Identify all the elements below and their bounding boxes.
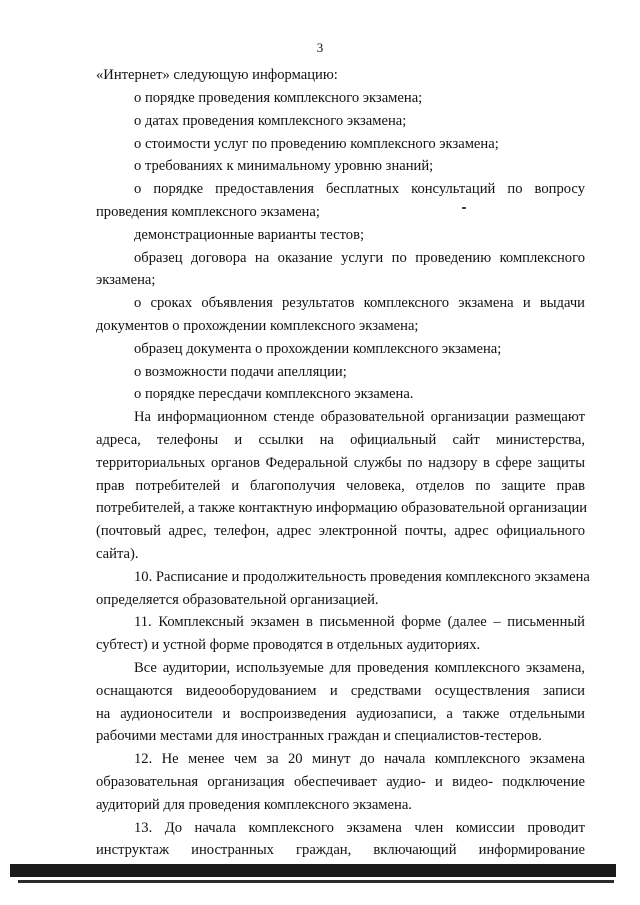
text-line: о стоимости услуг по проведению комплексного экзамена; [134, 136, 499, 152]
text-line: проведения комплексного экзамена; [96, 204, 320, 220]
scan-edge-bar [10, 864, 616, 877]
text-line: определяется образовательной организацией. [96, 592, 379, 608]
scan-speck [462, 207, 466, 209]
text-line: о сроках объявления результатов комплексного экзамена и выдачи [134, 295, 585, 311]
text-line: территориальных органов Федеральной службы по надзору в сфере защиты [96, 455, 585, 471]
text-line: о порядке пересдачи комплексного экзамена. [134, 386, 414, 402]
text-line: о порядке проведения комплексного экзамена; [134, 90, 423, 106]
text-line: рабочими местами для иностранных граждан и специалистов-тестеров. [96, 728, 542, 744]
text-line: На информационном стенде образовательной организации размещают [134, 409, 585, 425]
text-line: документов о прохождении комплексного экзамена; [96, 318, 419, 334]
text-line: аудиторий для проведения комплексного экзамена. [96, 797, 412, 813]
text-line: 10. Расписание и продолжительность проведения комплексного экзамена [134, 569, 590, 585]
text-line: образовательная организация обеспечивает аудио- и видео- подключение [96, 774, 585, 790]
text-line: «Интернет» следующую информацию: [96, 67, 338, 83]
scan-edge-line [18, 880, 614, 883]
text-line: инструктаж иностранных граждан, включающий информирование [96, 842, 585, 858]
text-line: образец договора на оказание услуги по проведению комплексного [134, 250, 585, 266]
text-line: экзамена; [96, 272, 156, 288]
text-line: Все аудитории, используемые для проведения комплексного экзамена, [134, 660, 585, 676]
text-line: 12. Не менее чем за 20 минут до начала комплексного экзамена [134, 751, 585, 767]
text-line: о порядке предоставления бесплатных консультаций по вопросу [134, 181, 585, 197]
page-number: 3 [316, 40, 324, 55]
text-line: оснащаются видеооборудованием и средствами осуществления записи [96, 683, 585, 699]
text-line: прав потребителей и благополучия человека, отделов по защите прав [96, 478, 585, 494]
text-line: 11. Комплексный экзамен в письменной форме (далее – письменный [134, 614, 585, 630]
text-line: субтест) и устной форме проводятся в отдельных аудиториях. [96, 637, 481, 653]
text-line: сайта). [96, 546, 139, 562]
text-line: о датах проведения комплексного экзамена; [134, 113, 407, 129]
text-line: демонстрационные варианты тестов; [134, 227, 365, 243]
text-line: о требованиях к минимальному уровню знаний; [134, 158, 434, 174]
text-line: (почтовый адрес, телефон, адрес электронной почты, адрес официального [96, 523, 585, 539]
text-line: на аудионосители и воспроизведения аудиозаписи, а также отдельными [96, 706, 585, 722]
text-line: потребителей, а также контактную информацию образовательной организации [96, 500, 588, 516]
text-line: образец документа о прохождении комплексного экзамена; [134, 341, 502, 357]
text-line: 13. До начала комплексного экзамена член комиссии проводит [134, 820, 585, 836]
text-line: о возможности подачи апелляции; [134, 364, 347, 380]
text-line: адреса, телефоны и ссылки на официальный сайт министерства, [96, 432, 585, 448]
